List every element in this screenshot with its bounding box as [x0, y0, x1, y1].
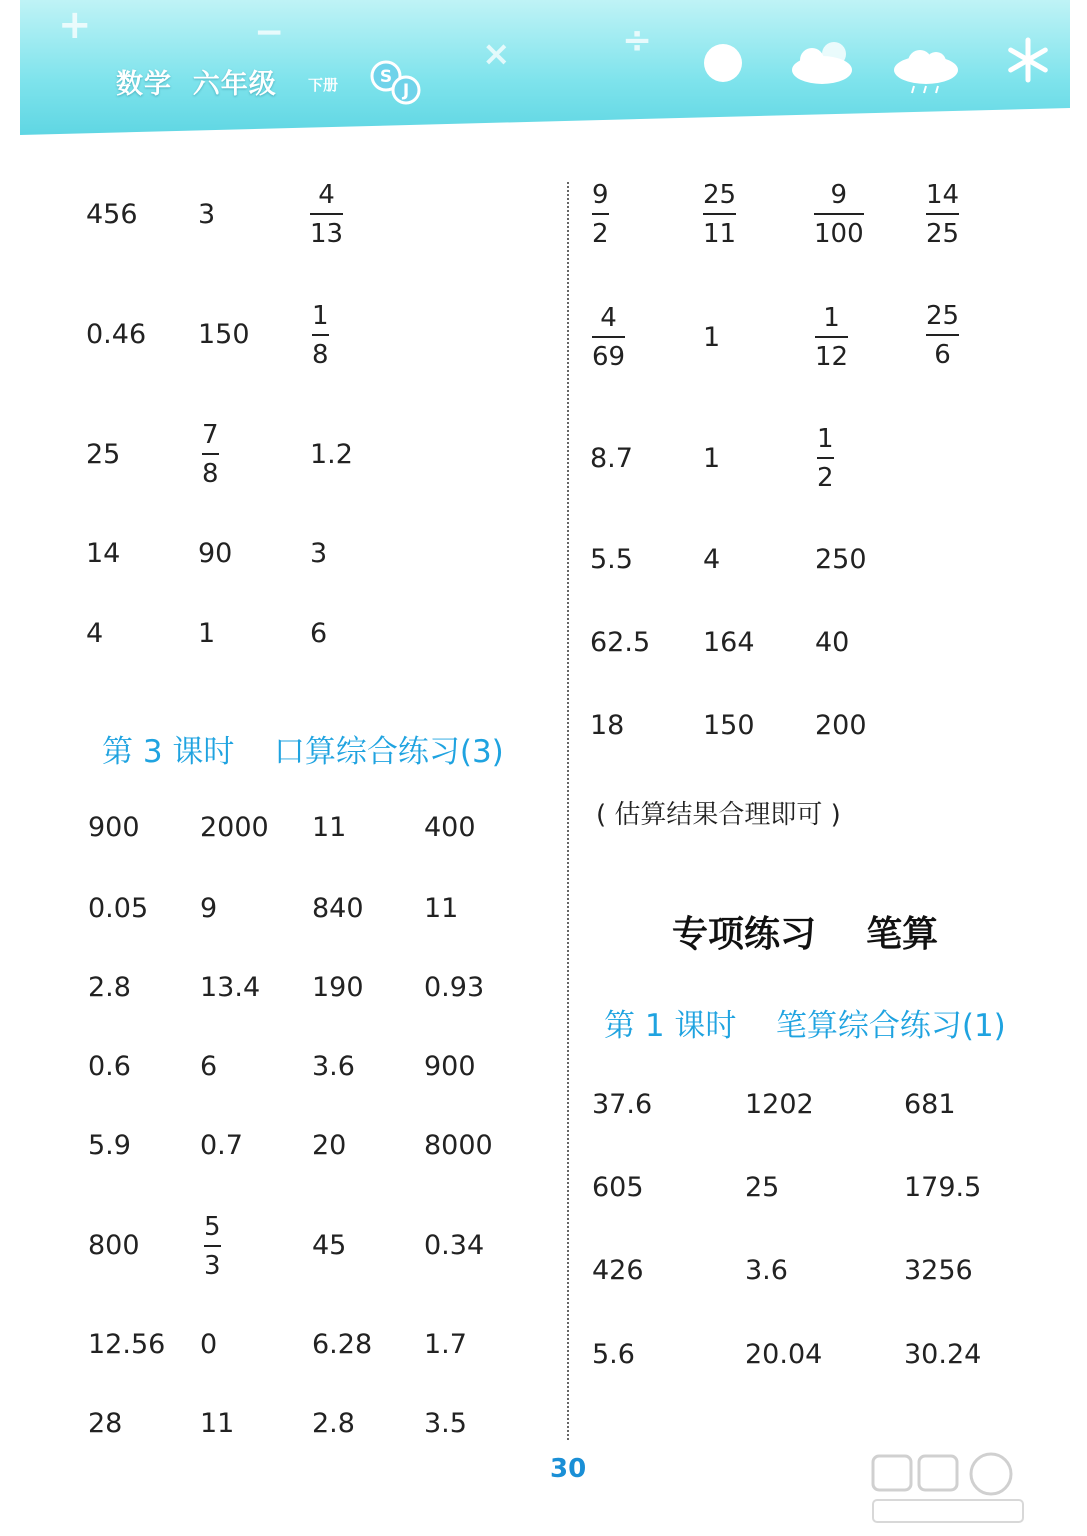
answer-value: 2.8	[312, 1408, 355, 1439]
fraction-bar	[310, 213, 343, 215]
answer-value: 0	[200, 1329, 218, 1360]
answer-value: 12.56	[88, 1329, 166, 1360]
answer-value: 426	[592, 1255, 644, 1286]
fraction-numerator: 25	[926, 301, 960, 331]
fraction-denominator: 69	[592, 342, 626, 372]
fraction-denominator: 2	[817, 463, 834, 493]
answer-value: 18	[590, 710, 625, 741]
fraction-bar	[926, 213, 959, 215]
answer-value: 3.5	[424, 1408, 467, 1439]
fraction-numerator: 4	[600, 303, 617, 333]
answer-value: 11	[424, 893, 459, 924]
fraction-denominator: 100	[814, 219, 864, 249]
fraction-answer	[815, 303, 848, 372]
answer-value: 0.93	[424, 972, 485, 1003]
answer-value: 62.5	[590, 627, 651, 658]
answer-value: 681	[904, 1089, 956, 1120]
answer-value: 0.05	[88, 893, 149, 924]
answer-value: 0.7	[200, 1130, 243, 1161]
fraction-bar	[592, 336, 625, 338]
fraction-denominator: 12	[815, 342, 849, 372]
times-symbol-decoration: ×	[482, 34, 511, 74]
answer-value: 200	[815, 710, 867, 741]
minus-symbol-decoration: −	[254, 12, 285, 53]
answer-value: 4	[703, 544, 721, 575]
divide-symbol-decoration: ÷	[622, 20, 653, 61]
fraction-numerator: 25	[703, 180, 737, 210]
fraction-numerator: 7	[202, 420, 219, 450]
fraction-denominator: 2	[592, 219, 609, 249]
answer-value: 11	[200, 1408, 235, 1439]
fraction-bar	[815, 336, 848, 338]
logo-letter-j: J	[402, 81, 410, 101]
fraction-answer	[926, 301, 959, 370]
answer-value: 5.9	[88, 1130, 131, 1161]
fraction-bar	[817, 457, 834, 459]
answer-value: 45	[312, 1230, 347, 1261]
fraction-bar	[204, 1245, 221, 1247]
answer-value: 37.6	[592, 1089, 653, 1120]
fraction-answer	[592, 303, 625, 372]
subject-grade-title: 数学 六年级	[116, 69, 277, 100]
fraction-numerator: 1	[823, 303, 840, 333]
answer-value: 4	[86, 618, 104, 649]
partly-cloudy-icon	[788, 36, 860, 88]
watermark-logo-icon	[865, 1442, 1075, 1532]
fraction-answer	[312, 301, 329, 370]
answer-value: 8.7	[590, 443, 633, 474]
answer-value: 20.04	[745, 1339, 823, 1370]
special-practice-heading: 专项练习 笔算	[672, 914, 939, 955]
answer-value: 2000	[200, 812, 269, 843]
fraction-numerator: 5	[204, 1212, 221, 1242]
section-heading-lesson-3: 第 3 课时 口算综合练习(3)	[102, 734, 504, 770]
answer-value: 1	[703, 322, 721, 353]
fraction-denominator: 11	[703, 219, 737, 249]
answer-value: 25	[86, 439, 121, 470]
answer-value: 3.6	[312, 1051, 355, 1082]
fraction-answer	[204, 1212, 221, 1281]
fraction-denominator: 6	[934, 340, 951, 370]
fraction-denominator: 8	[312, 340, 329, 370]
answer-value: 456	[86, 199, 138, 230]
fraction-denominator: 13	[310, 219, 344, 249]
fraction-answer	[817, 424, 834, 493]
answer-value: 900	[88, 812, 140, 843]
answer-value: 900	[424, 1051, 476, 1082]
logo-letter-s: S	[379, 67, 393, 87]
answer-value: 5.6	[592, 1339, 635, 1370]
answer-value: 6	[310, 618, 328, 649]
answer-value: 150	[198, 319, 250, 350]
answer-value: 800	[88, 1230, 140, 1261]
answer-value: 840	[312, 893, 364, 924]
answer-value: 400	[424, 812, 476, 843]
fraction-denominator: 3	[204, 1251, 221, 1281]
fraction-numerator: 4	[318, 180, 335, 210]
answer-value: 5.5	[590, 544, 633, 575]
fraction-answer	[202, 420, 219, 489]
answer-value: 250	[815, 544, 867, 575]
answer-value: 0.46	[86, 319, 147, 350]
sj-logo-icon	[368, 60, 424, 106]
answer-value: 1.7	[424, 1329, 467, 1360]
answer-value: 40	[815, 627, 850, 658]
answer-value: 90	[198, 538, 233, 569]
fraction-numerator: 1	[817, 424, 834, 454]
volume-label: 下册	[308, 76, 339, 94]
fraction-bar	[592, 213, 609, 215]
rain-cloud-icon	[890, 44, 962, 94]
fraction-bar	[202, 453, 219, 455]
answer-value: 9	[200, 893, 218, 924]
fraction-bar	[814, 213, 864, 215]
answer-value: 13.4	[200, 972, 261, 1003]
answer-value: 3.6	[745, 1255, 788, 1286]
answer-value: 1202	[745, 1089, 814, 1120]
answer-value: 179.5	[904, 1172, 982, 1203]
answer-value: 1	[703, 443, 721, 474]
answer-value: 0.34	[424, 1230, 485, 1261]
answer-value: 3	[310, 538, 328, 569]
answer-value: 2.8	[88, 972, 131, 1003]
column-divider	[567, 182, 569, 1440]
answer-value: 0.6	[88, 1051, 131, 1082]
fraction-numerator: 9	[592, 180, 609, 210]
answer-value: 6.28	[312, 1329, 373, 1360]
answer-value: 150	[703, 710, 755, 741]
answer-value: 25	[745, 1172, 780, 1203]
fraction-numerator: 9	[830, 180, 848, 210]
answer-value: 164	[703, 627, 755, 658]
fraction-answer	[814, 180, 864, 249]
snowflake-icon	[1004, 36, 1052, 84]
answer-value: 6	[200, 1051, 218, 1082]
fraction-denominator: 8	[202, 459, 219, 489]
page-number: 30	[550, 1454, 587, 1484]
fraction-numerator: 14	[926, 180, 960, 210]
estimation-note: ( 估算结果合理即可 )	[596, 800, 841, 830]
fraction-bar	[926, 334, 959, 336]
fraction-numerator: 1	[312, 301, 329, 331]
answer-value: 20	[312, 1130, 347, 1161]
answer-value: 11	[312, 812, 347, 843]
answer-value: 3256	[904, 1255, 973, 1286]
answer-value: 605	[592, 1172, 644, 1203]
fraction-denominator: 25	[926, 219, 960, 249]
answer-value: 1	[198, 618, 216, 649]
plus-symbol-decoration: +	[58, 2, 92, 48]
answer-value: 14	[86, 538, 121, 569]
section-heading-lesson-1: 第 1 课时 笔算综合练习(1)	[604, 1008, 1006, 1044]
answer-value: 28	[88, 1408, 123, 1439]
fraction-answer	[310, 180, 343, 249]
sun-icon	[700, 40, 746, 86]
answer-value: 30.24	[904, 1339, 982, 1370]
fraction-bar	[312, 334, 329, 336]
fraction-answer	[592, 180, 609, 249]
fraction-bar	[703, 213, 736, 215]
answer-value: 1.2	[310, 439, 353, 470]
fraction-answer	[703, 180, 736, 249]
answer-value: 3	[198, 199, 216, 230]
answer-value: 8000	[424, 1130, 493, 1161]
answer-value: 190	[312, 972, 364, 1003]
fraction-answer	[926, 180, 959, 249]
